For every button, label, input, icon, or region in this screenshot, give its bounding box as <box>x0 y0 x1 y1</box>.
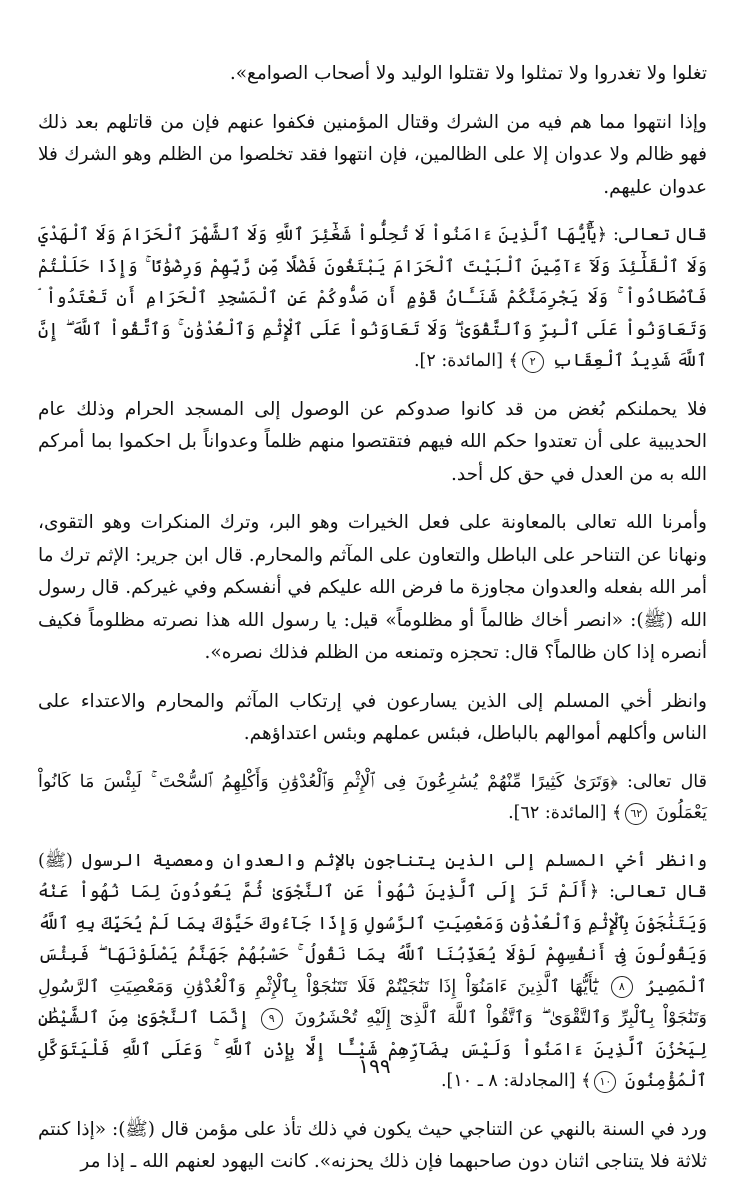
quran-verse: إِنَّمَا ٱلنَّجْوَىٰ مِنَ ٱلشَّيْطَٰنِ لِيَحْزُنَ ٱلَّذِينَ ءَامَنُواْ وَلَيْسَ بِضَآرِّهِمْ شَيْـًٔا إِلَّا بِإِذْنِ ٱللَّهِ ۚ وَعَلَى ٱللَّهِ فَلْيَتَوَكَّلِ ٱلْمُؤْمِنُونَ <box>38 1008 707 1091</box>
ayah-number-marker: ٩ <box>261 1008 283 1030</box>
spacer <box>38 1098 707 1114</box>
paragraph-5: وأمرنا الله تعالى بالمعاونة على فعل الخيرات وهو البر، وترك المنكرات وهو التقوى، ونهانا عن التناحر على الباطل والتعاون على المآثم والمحارم. قال ابن جرير: الإثم ترك ما أمر الله بفعله والعدوان مجاوزة ما فرض الله عليكم في أنفسكم وفي غيركم. قال رسول الله (ﷺ): «انصر أخاك ظالماً أو مظلوماً» قيل: يا رسول الله هذا نصرته مظلوماً فكيف أنصره إذا كان ظالماً؟ قال: تحجزه وتمنعه من الظلم فذلك نصره». <box>38 512 707 663</box>
surah-reference: ﴾ [المجادلة: ٨ ـ ١٠]. <box>440 1071 592 1091</box>
surah-reference: ﴾ [المائدة: ٦٢]. <box>508 803 623 823</box>
ayah-number-marker: ٨ <box>611 976 633 998</box>
quran-citation-maidah-2 <box>38 220 707 378</box>
paragraph-4: فلا يحملنكم بُغض من قد كانوا صدوكم عن الوصول إلى المسجد الحرام وذلك عام الحديبية على أن تعتدوا حكم الله فيهم فتقتصوا منهم ظلماً وعدواناً بل احكموا بما أمركم الله به من العدل في حق كل أحد. <box>38 398 707 485</box>
quran-verse: يَٰٓأَيُّهَا ٱلَّذِينَ ءَامَنُوٓاْ إِذَا تَنَٰجَيْتُمْ فَلَا تَتَنَٰجَوْاْ بِٱلْإِثْمِ وَٱلْعُدْوَٰنِ وَمَعْصِيَتِ ٱلرَّسُولِ وَتَنَٰجَوْاْ بِٱلْبِرِّ وَٱلتَّقْوَىٰ ۖ وَٱتَّقُواْ ٱللَّهَ ٱلَّذِىٓ إِلَيْهِ تُحْشَرُونَ <box>38 976 707 1028</box>
paragraph-2: وإذا انتهوا مما هم فيه من الشرك وقتال المؤمنين فكفوا عنهم فإن من قاتلهم بعد ذلك فهو ظالم ولا عدوان إلا على الظالمين، فإن انتهوا فقد تخلصوا من الظلم وهو الشرك فلا عدوان عليهم. <box>38 111 707 198</box>
spacer <box>38 91 707 107</box>
ayah-number-marker: ٦٢ <box>625 803 647 825</box>
spacer <box>38 751 707 767</box>
paragraph-6: وانظر أخي المسلم إلى الذين يسارعون في إرتكاب المآثم والمحارم والاعتداء على الناس وأكلهم أموالهم بالباطل، فبئس عملهم وبئس اعتداؤهم. <box>38 690 707 744</box>
spacer <box>38 670 707 686</box>
paragraph-1: تغلوا ولا تغدروا ولا تمثلوا ولا تقتلوا الوليد ولا أصحاب الصوامع». <box>229 63 707 84</box>
surah-reference: ﴾ [المائدة: ٢]. <box>413 351 519 371</box>
quran-citation-maidah-62 <box>38 767 707 830</box>
page-number: ١٩٩ <box>358 1054 391 1078</box>
ayah-number-marker: ١٠ <box>594 1071 616 1093</box>
ayah-number-marker: ٢ <box>522 351 544 373</box>
spacer <box>38 378 707 394</box>
citation-intro: قال تعالى: ﴿ <box>596 225 707 245</box>
spacer <box>38 491 707 507</box>
citation-intro: وانظر أخي المسلم إلى الذين يتناجون بالإثم والعدوان ومعصية الرسول (ﷺ) قال تعالى: ﴿ <box>38 850 707 902</box>
spacer <box>38 204 707 220</box>
paragraph-9: ورد في السنة بالنهي عن التناجي حيث يكون في ذلك تأذ على مؤمن قال (ﷺ): «إذا كنتم ثلاثة فلا يتناجى اثنان دون صاحبهما فإن ذلك يحزنه». كانت اليهود لعنهم الله ـ إذا مر <box>38 1118 707 1172</box>
citation-intro: قال تعالى: ﴿ <box>610 771 707 792</box>
quran-verse: أَلَمْ تَرَ إِلَى ٱلَّذِينَ نُهُواْ عَنِ ٱلنَّجْوَىٰ ثُمَّ يَعُودُونَ لِمَا نُهُواْ عَنْهُ وَيَتَنَٰجَوْنَ بِٱلْإِثْمِ وَٱلْعُدْوَٰنِ وَمَعْصِيَتِ ٱلرَّسُولِ وَإِذَا جَآءُوكَ حَيَّوْكَ بِمَا لَمْ يُحَيِّكَ بِهِ ٱللَّهُ وَيَقُولُونَ فِىٓ أَنفُسِهِمْ لَوْلَا يُعَذِّبُنَا ٱللَّهُ بِمَا نَقُولُ ۚ حَسْبُهُمْ جَهَنَّمُ يَصْلَوْنَهَا ۖ فَبِئْسَ ٱلْمَصِيرُ <box>38 882 707 997</box>
quran-verse: يَٰٓأَيُّهَا ٱلَّذِينَ ءَامَنُواْ لَا تُحِلُّواْ شَعَٰٓئِرَ ٱللَّهِ وَلَا ٱلشَّهْرَ ٱلْحَرَامَ وَلَا ٱلْهَدْيَ وَلَا ٱلْقَلَٰٓئِدَ وَلَآ ءَآمِّينَ ٱلْبَيْتَ ٱلْحَرَامَ يَبْتَغُونَ فَضْلًا مِّن رَّبِّهِمْ وَرِضْوَٰنًا ۚ وَإِذَا حَلَلْتُمْ فَٱصْطَادُواْ ۚ وَلَا يَجْرِمَنَّكُمْ شَنَـَٔانُ قَوْمٍ أَن صَدُّوكُمْ عَنِ ٱلْمَسْجِدِ ٱلْحَرَامِ أَن تَعْتَدُواْ ۘ وَتَعَاوَنُواْ عَلَى ٱلْبِرِّ وَٱلتَّقْوَىٰ ۖ وَلَا تَعَاوَنُواْ عَلَى ٱلْإِثْمِ وَٱلْعُدْوَٰنِ ۚ وَٱتَّقُواْ ٱللَّهَ ۖ إِنَّ ٱللَّهَ شَدِيدُ ٱلْعِقَابِ <box>38 225 707 371</box>
quran-verse: وَتَرَىٰ كَثِيرًا مِّنْهُمْ يُسَٰرِعُونَ فِى ٱلْإِثْمِ وَٱلْعُدْوَٰنِ وَأَكْلِهِمُ ٱلسُّحْتَ ۚ لَبِئْسَ مَا كَانُواْ يَعْمَلُونَ <box>38 771 707 823</box>
spacer <box>38 830 707 846</box>
